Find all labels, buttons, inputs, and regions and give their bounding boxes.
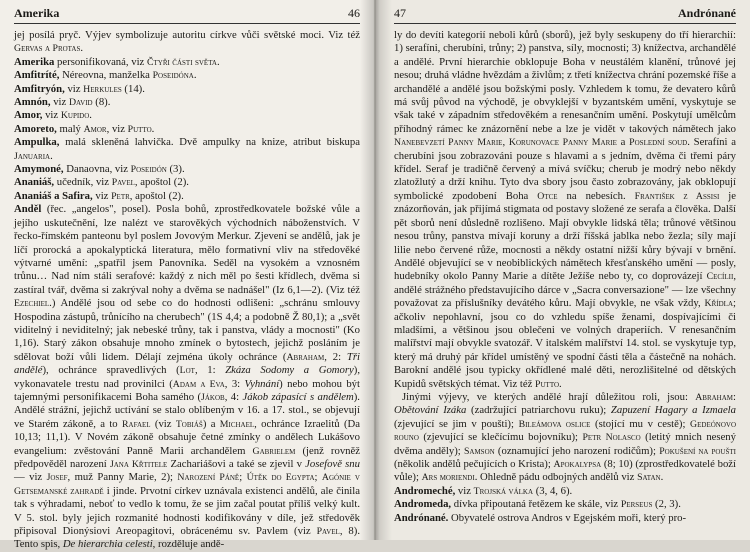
entry-headword: Anděl: [14, 203, 42, 216]
entry-text: učedník, viz: [54, 176, 112, 189]
cross-reference: Agónie v Getsemanské zahradě: [14, 472, 360, 497]
cross-reference: Jana Křtitele: [109, 459, 168, 470]
entry-text: ). Andělé strážní, jejichž uctívání se stalo oblíbeným v 16. a 17. stol., se objevují ve Starém zákoně, a to: [14, 390, 360, 430]
page-number: 47: [394, 6, 406, 20]
entry-text: , muž Panny Marie, 2);: [67, 471, 178, 484]
cross-reference: Herkules: [83, 83, 122, 95]
italic-title: Jákob zápasící s andělem: [242, 390, 354, 403]
entry-text: (8).: [92, 96, 111, 109]
cross-reference: Petr: [582, 432, 602, 444]
cross-reference: Ezechiel: [14, 298, 50, 310]
cross-reference: Čtyři části světa: [146, 56, 217, 68]
cross-reference: Kupido: [60, 110, 90, 122]
entry-text: , rozděluje andě-: [152, 538, 225, 551]
italic-title: Zapuzení Hagary a Izmaela: [610, 404, 736, 417]
entry-text: dívka připoutaná řetězem ke skále, viz: [451, 498, 621, 511]
cross-reference: Bileámova oslice: [518, 418, 591, 430]
cross-reference: David: [68, 97, 93, 109]
running-head-title: Andrónané: [677, 6, 736, 20]
entry-headword: Andromeda,: [394, 498, 452, 511]
entry-headword: Amerika: [14, 55, 55, 68]
cross-reference: Josef: [46, 472, 68, 484]
cross-reference: Poseidóna: [152, 70, 194, 82]
cross-reference: Cecílii: [706, 271, 734, 283]
cross-reference: Pokušení na poušti: [659, 445, 736, 457]
entry-text: (zjevující se klečícímu bojovníku);: [418, 431, 583, 444]
dictionary-entry: [14, 56, 360, 69]
dictionary-entry: [394, 391, 736, 485]
cross-reference: Poseidón: [130, 164, 167, 176]
entry-text: ;: [314, 471, 322, 484]
entry-text: (2, 3).: [652, 498, 681, 511]
italic-title: Obětování Izáka: [394, 404, 467, 417]
dictionary-entry: [394, 498, 736, 511]
entry-text: viz: [50, 96, 69, 109]
entry-text: (jenž rovněž předpověděl narození: [14, 444, 361, 470]
entry-text: .: [216, 55, 220, 68]
entry-text: (zjevující se jim v poušti);: [394, 417, 519, 430]
entry-text: , apoštol (2).: [134, 176, 189, 189]
entry-text: malý: [56, 122, 84, 135]
entries-left: [14, 29, 360, 552]
entry-text: , viz: [106, 122, 128, 135]
left-page: [0, 0, 374, 551]
entry-headword: Amfitryón,: [14, 82, 65, 95]
entry-headword: Amnón,: [14, 96, 51, 109]
cross-reference: Samson: [463, 445, 495, 457]
entry-text: , 1:: [194, 364, 226, 377]
cross-reference: František z Assisi: [634, 190, 720, 202]
cross-reference: Perseus: [620, 499, 653, 511]
cross-reference: Otce: [537, 190, 558, 202]
entry-text: ) nebo mohou být tajemnými personifikacemi Boha samého (: [14, 377, 360, 403]
cross-reference: Nolasco: [605, 432, 641, 444]
italic-title: Zkáza Sodomy a Gomory: [225, 364, 354, 377]
dictionary-entry: [14, 136, 360, 163]
entry-text: ly do devíti kategorií neboli kůrů (sborů), jež byly seskupeny do tří hierarchií: 1) serafíni, cherubíni, trůny; 2) panstva, síly, mocnosti; 3) knížectva, archandělé a andělé. První hierarchie obklopuje Boha v neustálém klanění, trůnové jej nesou; druhá vládne hvězdám a živlům; z třetí knížectva chrání pozemské říše a archandělé a andělé jsou božskými posly. Vzhledem k tomu, že devatero kůrů má svůj původ na východě, je obvyklejší v byzantském umění, vyskytuje se však také v západním středověkém a renesančním umění. Poskytují umělcům příhodný rámec ke znázornění nebe a lze je vidět v takových námětech jako: [394, 29, 736, 135]
entry-text: .: [193, 69, 197, 82]
entry-headword: Ananiáš a Safira,: [14, 189, 93, 202]
entry-text: .: [89, 109, 92, 122]
entry-text: Néreovna, manželka: [59, 69, 153, 82]
cross-reference: Korunovace Panny Marie: [508, 137, 617, 149]
cross-reference: Adam a Eva: [172, 378, 225, 390]
entry-text: — viz: [14, 471, 47, 484]
entry-text: (stojící mu v cestě);: [590, 417, 691, 430]
page-number: 46: [348, 6, 360, 20]
entry-text: ), vykonavatele trestu nad provinilci (: [14, 364, 360, 390]
entry-text: , 4:: [224, 390, 243, 403]
cross-reference: Amor: [83, 123, 107, 135]
cross-reference: Abraham: [695, 391, 734, 403]
entry-text: (letitý mnich nesený dvěma anděly);: [394, 431, 736, 457]
entry-text: viz: [92, 189, 112, 202]
dictionary-entry: [14, 176, 360, 189]
entry-text: (viz: [150, 417, 176, 430]
dictionary-entry: [14, 123, 360, 136]
cross-reference: Gedeónovo rouno: [394, 418, 737, 444]
entry-text: . Ohledně pádu odbojných andělů viz: [474, 471, 638, 484]
cross-reference: Gervas a Protas: [14, 43, 81, 55]
cross-reference: Petr: [111, 190, 130, 202]
cross-reference: Nanebevzetí Panny Marie: [394, 137, 503, 149]
entry-text: , 2:: [324, 350, 347, 363]
entry-text: .: [660, 471, 664, 484]
cross-reference: Gabrielem: [252, 445, 296, 457]
entry-text: .: [80, 42, 84, 55]
entry-text: .: [151, 122, 155, 135]
entry-text: a: [616, 136, 630, 149]
dictionary-entry: [14, 96, 360, 109]
entry-text: ;: [239, 471, 247, 484]
entry-text: , andělé strážného představujícího dárce v „Sacra conversazione" — lze všechny považovat za příslušníky devátého kůru. Mají obvykle, ne však vždy,: [394, 270, 736, 310]
entry-text: :: [733, 390, 736, 403]
italic-title: Tři andělé: [14, 350, 360, 377]
entry-text: ,: [502, 136, 509, 149]
entry-text: , ochránce Izraelitů (Da 10,13; 11,1). V Novém zákoně obsahuje četné zmínky o andělech Lukášovo evangelium: zvěstování Panně Marii archandělem: [14, 417, 360, 457]
entry-text: personifikovaná, viz: [54, 55, 147, 68]
cross-reference: Útěk do Egypta: [246, 472, 315, 484]
cross-reference: Jákob: [201, 391, 225, 403]
entry-text: (řec. „angelos", posel). Posla bohů, zprostředkovatele božské vůle a jejího uskutečnění, lze nalézt ve starověkých východních náboženstvích. V řecko-římském panteonu byl poslem Jovovým Merkur. Zjevení se andělů, jak je líčí prorocká a apokalyptická literatura, mělo formativní vliv na středověké výtvarné umění: „spatřil jsem Panovníka. Seděl na vysokém a vznosném trůnu… Nad ním stáli serafové: každý z nich měl po šesti křídlech, dvěma si zastíral tvář, dvěma si zakrýval nohy a dvěma se nadnášel" (Iz 6,1—2). (Viz též: [14, 203, 360, 296]
dictionary-entry: [394, 485, 736, 498]
cross-reference: Michael: [219, 418, 255, 430]
entry-text: viz: [455, 484, 474, 497]
cross-reference: Narození Páně: [177, 472, 240, 484]
entry-headword: Andrónané.: [394, 511, 449, 524]
dictionary-entry: [394, 512, 736, 525]
entry-text: ), ochránce spravedlivých (: [42, 364, 180, 377]
italic-title: De hierarchia celesti: [62, 538, 153, 551]
entry-text: ; ačkoliv nepohlavní, jsou co do vzhledu spíše ženami, dospívajícími či mladšími, a většinou jsou oblečeni ve volných draperiích. V renesančním malířství mají obvykle svatozář. V italském malířství 14. stol. se vyskytuje typ, který má druhý pár křídel umístěný ve spodní části těla a částečně na nohách. Barokní andělé jsou typicky okřídlené malé děti, nerozlišitelné od dětských Kupidů světských témat. Viz též: [394, 297, 736, 390]
cross-reference: Trojská válka: [473, 485, 534, 497]
entry-text: na nebesích.: [557, 189, 635, 202]
entry-text: i jinde. Prvotní církev uznávala existenci andělů, ale činila tak s výhradami, neboť to vedlo k tomu, že se jim začal poutat příliš velký kult. V 5. stol. byly jejich rozmanité hodnosti kodifikovány v díle, jež středověk připisoval Dionýsiovi Areopagitovi, obrácenému sv. Pavlem (viz: [14, 484, 360, 538]
entry-text: (zadržující patriarchovu ruku);: [466, 404, 611, 417]
cross-reference: Poslední soud: [629, 137, 688, 149]
entry-text: (několik andělů pečujících o Krista);: [394, 458, 554, 470]
entry-text: (3).: [166, 163, 185, 176]
entry-text: (14).: [121, 82, 145, 95]
entry-text: ) a: [202, 417, 220, 430]
entry-headword: Ananiáš,: [14, 176, 55, 189]
entry-text: Danaovna, viz: [63, 163, 131, 176]
entry-headword: Ampulka,: [14, 136, 60, 149]
entry-text: , 3:: [224, 377, 245, 390]
entry-text: (8; 10) (zprostředkovatelé boží vůle);: [394, 458, 736, 484]
running-head-left: [14, 6, 360, 24]
cross-reference: Putto: [127, 123, 152, 135]
entry-text: Jinými výjevy, ve kterých andělé hrají důležitou roli, jsou:: [402, 390, 696, 403]
dictionary-entry: [14, 69, 360, 82]
cross-reference: Pavel: [316, 526, 340, 538]
cross-reference: Abraham: [286, 351, 325, 363]
dictionary-entry: [14, 83, 360, 96]
cross-reference: Pavel: [111, 177, 135, 189]
entry-text: .: [559, 377, 562, 390]
running-head-title: Amerika: [14, 6, 60, 20]
entry-text: jej posílá pryč. Výjev symbolizuje autoritu církve vůči světské moci. Viz též: [14, 29, 360, 41]
dictionary-entry: [14, 29, 360, 56]
cross-reference: Januaria: [14, 150, 51, 162]
entry-text: , 8). Tento spis,: [14, 525, 360, 551]
italic-title: Josefově snu: [305, 458, 360, 470]
dictionary-entry: [394, 29, 736, 391]
dictionary-entry: [14, 109, 360, 122]
entry-headword: Amoreto,: [14, 122, 57, 135]
entry-text: Obyvatelé ostrova Andros v Egejském moři, který pro-: [448, 511, 687, 524]
running-head-right: [394, 6, 736, 24]
cross-reference: Křídla: [704, 298, 734, 310]
entry-text: .) Andělé jsou od sebe co do hodnosti odlišeni: „schránu smlouvy Hospodina zástupů, trůnícího na cherubech" (1S 4,4; a podobně Ž 80,1); a „svět viditelný i neviditelný; jak nebeské trůny, tak i panstva, vlády a mocnosti" (Ko 1,16). Starý zákon obsahuje mnoho zmínek o bytostech, jejichž posláním je sdělovat boží vůli lidem. Délají zejména úkoly ochránce (: [14, 297, 360, 363]
entry-text: , apoštol (2).: [129, 189, 184, 202]
entry-text: malá skleněná lahvička. Dvě ampulky na knize, atribut biskupa: [59, 136, 360, 149]
entry-text: . Serafíni a cherubíni jsou zobrazováni pouze s hlavami a s jedním, dvěma či třemi páry křídel. Seraf je tradičně červený a mívá svíčku; cherub je modrý nebo někdy zlatožlutý a drží knihu. Tyto dva sbory jsou často zobrazovány, jak obklopují symbolické zpodobení Boha: [394, 136, 736, 202]
cross-reference: Tobiáš: [175, 418, 203, 430]
entry-headword: Amymoné,: [14, 163, 64, 176]
dictionary-entry: [14, 190, 360, 203]
cross-reference: Ars moriendi: [421, 472, 475, 484]
entry-headword: Andromeché,: [394, 484, 456, 497]
cross-reference: Lot: [179, 365, 195, 377]
entry-text: (3, 4, 6).: [533, 484, 573, 497]
entries-right: [394, 29, 736, 525]
entry-text: je znázorňován, jak přijímá stigmata od postavy složené ze serafa a člověka. Další pět sborů není důsledně rozlišeno. Mají obvykle lidská těla; trůnové většinou nesou trůny, panstva mívají koruny a drží říšská jablka nebo žezla; síly mají lilie nebo červené růže, mocnosti a někdy ostatní nižší kůry bývají v brnění. Andělé objevující se v neobiblických námětech křesťanského umění — posly, hudebníky okolo Panny Marie a dítěte Ježíše nebo ty, co doprovázejí: [394, 189, 737, 283]
dictionary-entry: [14, 203, 360, 552]
dictionary-entry: [14, 163, 360, 176]
entry-text: Zachariášovi a také se zjevil v: [167, 458, 306, 470]
italic-title: Vyhnání: [244, 377, 280, 390]
right-page: [376, 0, 750, 540]
entry-text: viz: [64, 82, 84, 95]
cross-reference: Putto: [535, 378, 560, 390]
cross-reference: Satan: [637, 472, 661, 484]
cross-reference: Rafael: [121, 418, 151, 430]
entry-headword: Amfitríté,: [14, 69, 60, 82]
entry-text: (oznamující jeho narození rodičům);: [494, 444, 660, 457]
cross-reference: Apokalypsa: [553, 459, 602, 470]
entry-headword: Amor,: [14, 109, 43, 122]
entry-text: .: [50, 149, 53, 162]
entry-text: viz: [42, 109, 61, 122]
